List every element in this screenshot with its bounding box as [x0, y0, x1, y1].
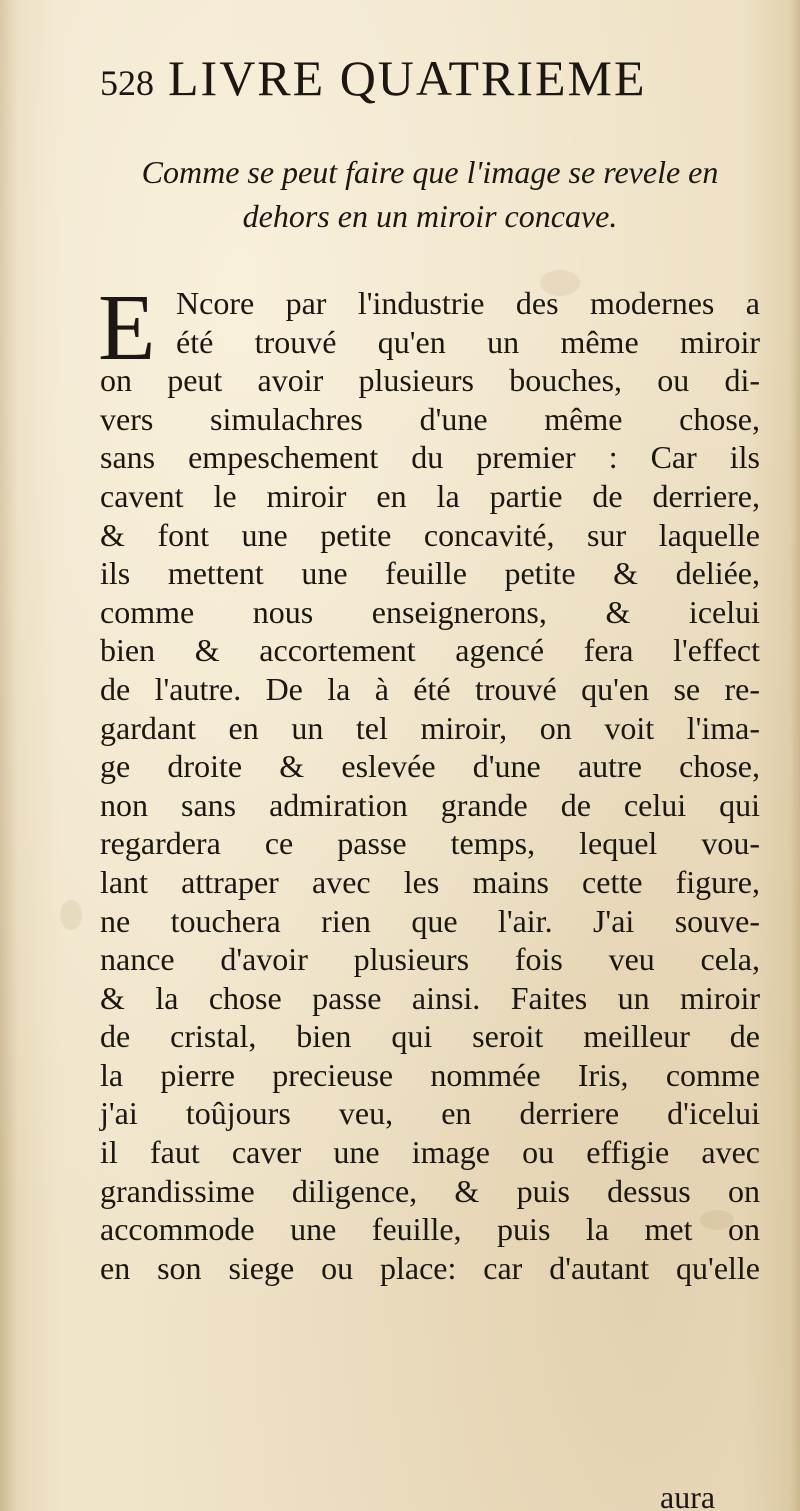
text-line: sans empeschement du premier : Car ils — [100, 439, 760, 476]
heading-line: Comme se peut faire que l'image se revele en — [141, 154, 719, 190]
text-line: grandissime diligence, & puis dessus on — [100, 1172, 760, 1209]
paper-stain — [60, 900, 82, 930]
running-head-title: LIVRE QUATRIEME — [168, 50, 647, 106]
text-line: lant attraper avec les mains cette figure, — [100, 863, 760, 900]
text-line: regardera ce passe temps, lequel vou- — [100, 825, 760, 862]
text-line: ge droite & eslevée d'une autre chose, — [100, 748, 760, 785]
text-line: nance d'avoir plusieurs fois veu cela, — [100, 941, 760, 978]
drop-cap: E — [98, 276, 156, 380]
text-line: il faut caver une image ou effigie avec — [100, 1134, 760, 1171]
text-line: non sans admiration grande de celui qui — [100, 786, 760, 823]
text-line: de cristal, bien qui seroit meilleur de — [100, 1018, 760, 1055]
heading-line: dehors en un miroir concave. — [242, 198, 618, 234]
text-line: ne touchera rien que l'air. J'ai souve- — [100, 902, 760, 939]
text-line: j'ai toûjours veu, en derriere d'icelui — [100, 1095, 760, 1132]
page-number: 528 — [100, 63, 154, 103]
text-line: en son siege ou place: car d'autant qu'elle — [100, 1249, 760, 1286]
text-line: on peut avoir plusieurs bouches, ou di- — [100, 362, 760, 399]
catchword: aura — [660, 1479, 716, 1511]
section-heading — [100, 150, 760, 238]
text-line: bien & accortement agencé fera l'effect — [100, 632, 760, 669]
text-line: ils mettent une feuille petite & deliée, — [100, 555, 760, 592]
text-line: & la chose passe ainsi. Faites un miroir — [100, 979, 760, 1016]
running-head — [100, 48, 740, 108]
text-line: & font une petite concavité, sur laquelle — [100, 516, 760, 553]
text-line: la pierre precieuse nommée Iris, comme — [100, 1056, 760, 1093]
text-line: accommode une feuille, puis la met on — [100, 1211, 760, 1248]
text-line: été trouvé qu'en un même miroir — [176, 323, 760, 360]
text-line: gardant en un tel miroir, on voit l'ima- — [100, 709, 760, 746]
text-line: vers simulachres d'une même chose, — [100, 400, 760, 437]
text-line: Ncore par l'industrie des modernes a — [176, 285, 760, 321]
body-text — [98, 276, 760, 1287]
text-line: cavent le miroir en la partie de derriere, — [100, 477, 760, 514]
text-line: de l'autre. De la à été trouvé qu'en se re- — [100, 670, 760, 707]
text-line: comme nous enseignerons, & icelui — [100, 593, 760, 630]
